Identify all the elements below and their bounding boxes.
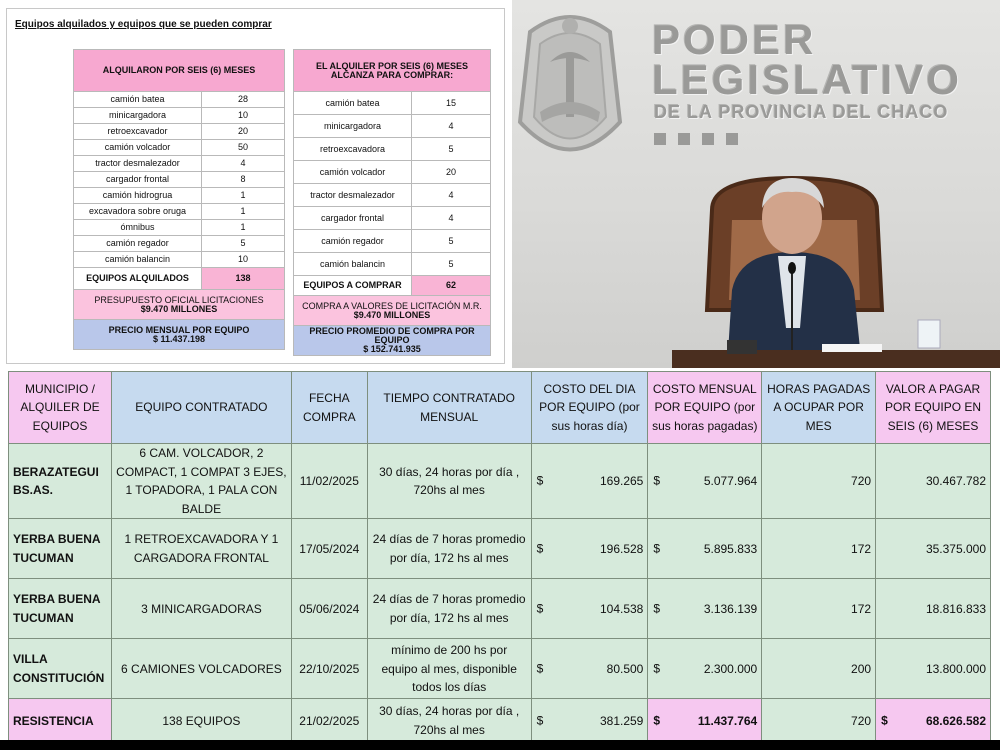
purchasable-equipment-table bbox=[293, 49, 491, 356]
table-row bbox=[9, 444, 991, 519]
cell-horas: 720 bbox=[762, 444, 876, 519]
table-row: camión volcador 20 bbox=[294, 161, 491, 184]
cell-costo-mes: $ 11.437.764 bbox=[648, 699, 762, 743]
legislature-photo bbox=[512, 0, 1000, 368]
cell-costo-mes: $ 5.077.964 bbox=[648, 444, 762, 519]
cell-municipio: YERBA BUENA TUCUMAN bbox=[9, 579, 112, 639]
table-row: retroexcavador 20 bbox=[74, 124, 285, 140]
cell-costo-dia: $ 196.528 bbox=[531, 519, 648, 579]
rented-budget-row bbox=[74, 290, 285, 320]
header-fecha: FECHA COMPRA bbox=[291, 372, 367, 444]
cell-equipo: 6 CAMIONES VOLCADORES bbox=[111, 639, 291, 699]
buy-budget-row bbox=[294, 296, 491, 326]
cell-municipio: BERAZATEGUI BS.AS. bbox=[9, 444, 112, 519]
cell-fecha: 22/10/2025 bbox=[291, 639, 367, 699]
cell-valor: $ 68.626.582 bbox=[876, 699, 991, 743]
provincial-crest-icon bbox=[512, 2, 630, 172]
table-row: camión regador 5 bbox=[294, 230, 491, 253]
cell-tiempo: 30 días, 24 horas por día , 720hs al mes bbox=[367, 444, 531, 519]
header-row bbox=[9, 372, 991, 444]
table-row: camión volcador 50 bbox=[74, 140, 285, 156]
header-equipo: EQUIPO CONTRATADO bbox=[111, 372, 291, 444]
table-row: minicargadora 10 bbox=[74, 108, 285, 124]
budget-label: COMPRA A VALORES DE LICITACIÓN M.R. bbox=[302, 300, 482, 311]
cell-horas: 172 bbox=[762, 579, 876, 639]
cell-horas: 200 bbox=[762, 639, 876, 699]
cell-costo-mes: $ 3.136.139 bbox=[648, 579, 762, 639]
table-row bbox=[9, 579, 991, 639]
cell-equipo: 3 MINICARGADORAS bbox=[111, 579, 291, 639]
cell-municipio: YERBA BUENA TUCUMAN bbox=[9, 519, 112, 579]
cell-equipo: 1 RETROEXCAVADORA Y 1 CARGADORA FRONTAL bbox=[111, 519, 291, 579]
price-label: PRECIO MENSUAL POR EQUIPO bbox=[108, 324, 250, 335]
rented-header: ALQUILARON POR SEIS (6) MESES bbox=[74, 50, 285, 92]
cell-costo-mes: $ 5.895.833 bbox=[648, 519, 762, 579]
header-tiempo: TIEMPO CONTRATADO MENSUAL bbox=[367, 372, 531, 444]
header-municipio: MUNICIPIO / ALQUILER DE EQUIPOS bbox=[9, 372, 112, 444]
price-value: $ 11.437.198 bbox=[152, 333, 206, 344]
sign-squares bbox=[654, 132, 750, 150]
sign-legislativo: LEGISLATIVO bbox=[652, 56, 962, 103]
price-value: $ 152.741.935 bbox=[363, 344, 421, 354]
rented-total-row: EQUIPOS ALQUILADOS 138 bbox=[74, 268, 285, 290]
table-row bbox=[9, 639, 991, 699]
header-valor: VALOR A PAGAR POR EQUIPO EN SEIS (6) MESES bbox=[876, 372, 991, 444]
cell-municipio: RESISTENCIA bbox=[9, 699, 112, 743]
rental-contracts-table bbox=[8, 371, 991, 743]
table-row: camión regador 5 bbox=[74, 236, 285, 252]
header-horas: HORAS PAGADAS A OCUPAR POR MES bbox=[762, 372, 876, 444]
cell-tiempo: 30 días, 24 horas por día , 720hs al mes bbox=[367, 699, 531, 743]
cell-municipio: VILLA CONSTITUCIÓN bbox=[9, 639, 112, 699]
table-row: retroexcavadora 5 bbox=[294, 138, 491, 161]
table-row: camión balancin 10 bbox=[74, 252, 285, 268]
speaker-at-podium bbox=[672, 160, 1000, 368]
cell-equipo: 6 CAM. VOLCADOR, 2 COMPACT, 1 COMPAT 3 EJES, 1 TOPADORA, 1 PALA CON BALDE bbox=[111, 444, 291, 519]
buy-header: EL ALQUILER POR SEIS (6) MESES ALCANZA PARA COMPRAR: bbox=[294, 50, 491, 92]
cell-fecha: 05/06/2024 bbox=[291, 579, 367, 639]
table-row: excavadora sobre oruga 1 bbox=[74, 204, 285, 220]
cell-costo-dia: $ 169.265 bbox=[531, 444, 648, 519]
cell-horas: 172 bbox=[762, 519, 876, 579]
cell-valor: 35.375.000 bbox=[876, 519, 991, 579]
cell-equipo: 138 EQUIPOS bbox=[111, 699, 291, 743]
cell-costo-mes: $ 2.300.000 bbox=[648, 639, 762, 699]
cell-costo-dia: $ 104.538 bbox=[531, 579, 648, 639]
table-row: cargador frontal 8 bbox=[74, 172, 285, 188]
cell-fecha: 11/02/2025 bbox=[291, 444, 367, 519]
table-row: cargador frontal 4 bbox=[294, 207, 491, 230]
equipment-summary-panel bbox=[6, 8, 505, 364]
cell-costo-dia: $ 80.500 bbox=[531, 639, 648, 699]
table-row-resistencia bbox=[9, 699, 991, 743]
budget-label: PRESUPUESTO OFICIAL LICITACIONES bbox=[94, 294, 264, 305]
table-row: minicargadora 4 bbox=[294, 115, 491, 138]
table-row: camión balancin 5 bbox=[294, 253, 491, 276]
cell-tiempo: 24 días de 7 horas promedio por día, 172 hs al mes bbox=[367, 519, 531, 579]
panel-title: Equipos alquilados y equipos que se pueden comprar bbox=[15, 19, 272, 30]
cell-tiempo: mínimo de 200 hs por equipo al mes, disponible todos los días bbox=[367, 639, 531, 699]
cell-valor: 30.467.782 bbox=[876, 444, 991, 519]
table-row: camión hidrogrua 1 bbox=[74, 188, 285, 204]
sign-provincia: DE LA PROVINCIA DEL CHACO bbox=[654, 102, 949, 122]
table-row bbox=[9, 519, 991, 579]
cell-tiempo: 24 días de 7 horas promedio por día, 172 hs al mes bbox=[367, 579, 531, 639]
price-label: PRECIO PROMEDIO DE COMPRA POR EQUIPO bbox=[309, 326, 475, 345]
buy-total-row: EQUIPOS A COMPRAR 62 bbox=[294, 276, 491, 296]
header-costo-mes: COSTO MENSUAL POR EQUIPO (por sus horas pagadas) bbox=[648, 372, 762, 444]
rented-equipment-table bbox=[73, 49, 285, 350]
header-costo-dia: COSTO DEL DIA POR EQUIPO (por sus horas día) bbox=[531, 372, 648, 444]
budget-value: $9.470 MILLONES bbox=[140, 303, 218, 314]
table-row: ómnibus 1 bbox=[74, 220, 285, 236]
cell-horas: 720 bbox=[762, 699, 876, 743]
bottom-border bbox=[0, 740, 1000, 750]
buy-price-row bbox=[294, 326, 491, 356]
cell-valor: 13.800.000 bbox=[876, 639, 991, 699]
table-row: tractor desmalezador 4 bbox=[74, 156, 285, 172]
cell-fecha: 17/05/2024 bbox=[291, 519, 367, 579]
budget-value: $9.470 MILLONES bbox=[353, 309, 431, 320]
table-row: camión batea 28 bbox=[74, 92, 285, 108]
rented-price-row bbox=[74, 320, 285, 350]
sign-poder: PODER bbox=[652, 16, 817, 63]
cell-costo-dia: $ 381.259 bbox=[531, 699, 648, 743]
table-row: camión batea 15 bbox=[294, 92, 491, 115]
cell-valor: 18.816.833 bbox=[876, 579, 991, 639]
cell-fecha: 21/02/2025 bbox=[291, 699, 367, 743]
table-row: tractor desmalezador 4 bbox=[294, 184, 491, 207]
